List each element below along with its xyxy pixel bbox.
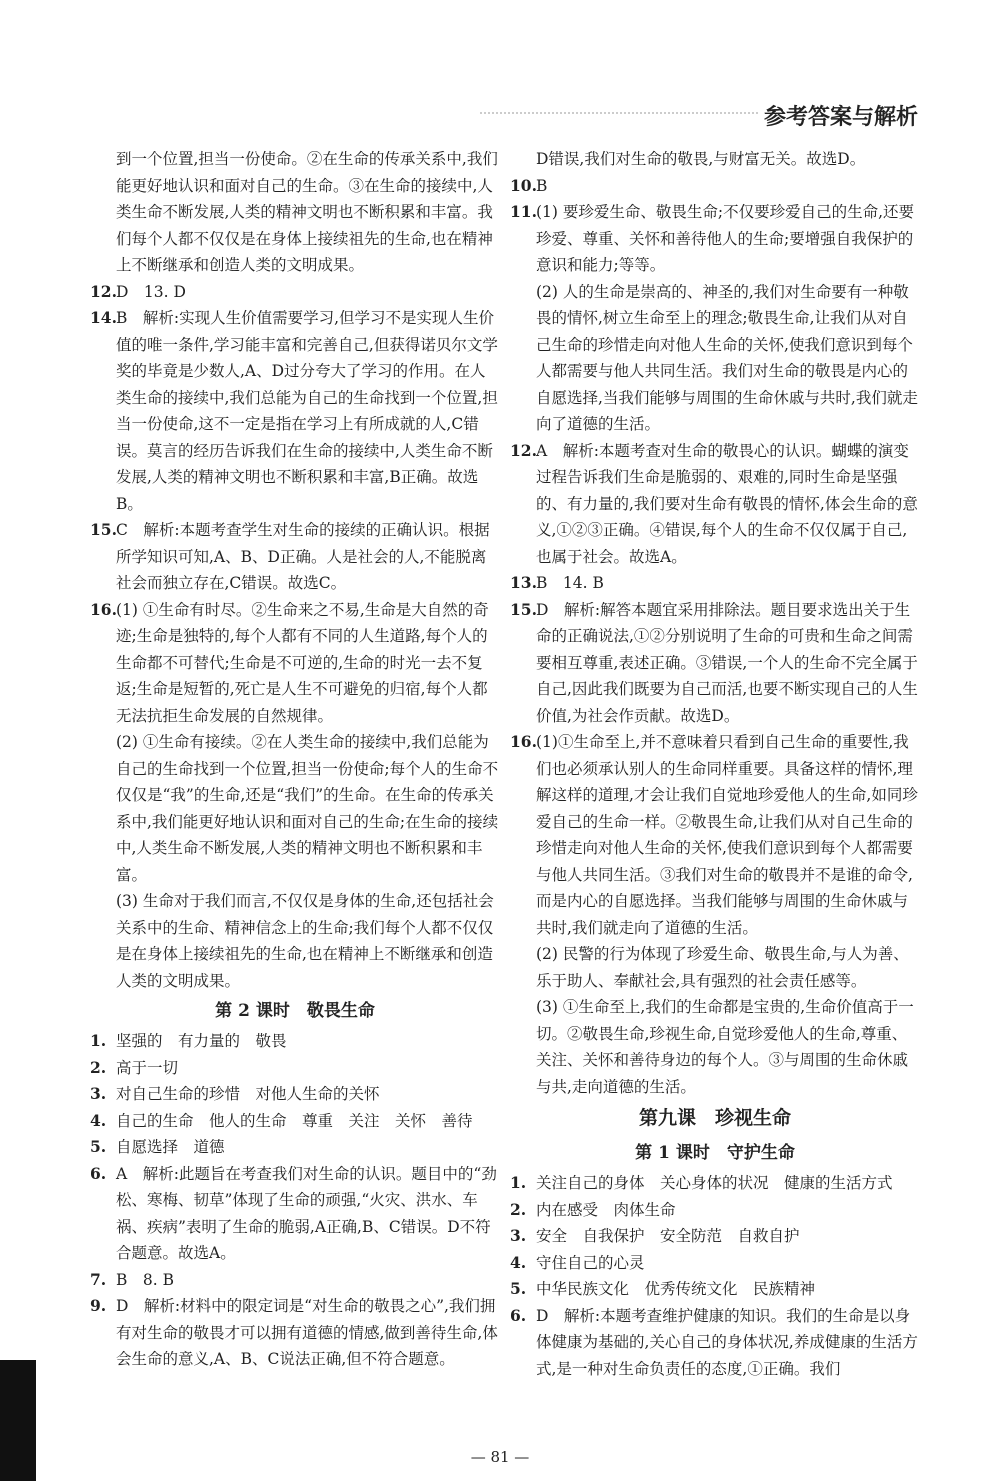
answer-item xyxy=(90,1055,500,1082)
section-heading: 第 1 课时 守护生命 xyxy=(635,1143,795,1163)
item-number: 5. xyxy=(90,1137,107,1156)
item-number: 5. xyxy=(510,1279,527,1298)
item-text: (1) 要珍爱生命、敬畏生命;不仅要珍爱自己的生命,还要珍爱、尊重、关怀和善待他人的生命;要增强自我保护的意识和能力;等等。 xyxy=(536,203,915,274)
item-text: C 解析:本题考查学生对生命的接续的正确认识。根据所学知识可知,A、B、D正确。人是社会的人,不能脱离社会而独立存在,C错误。故选C。 xyxy=(116,521,490,592)
item-text: 对自己生命的珍惜 对他人生命的关怀 xyxy=(116,1085,380,1103)
item-number: 6. xyxy=(90,1163,107,1183)
item-text: D 解析:材料中的限定词是“对生命的敬畏之心”,我们拥有对生命的敬畏才可以拥有道德的情感,做到善待生命,体会生命的意义,A、B、C说法正确,但不符合题意。 xyxy=(116,1297,498,1368)
item-text: B xyxy=(536,176,548,195)
answer-item xyxy=(510,438,920,571)
answer-paragraph: (2) 人的生命是崇高的、神圣的,我们对生命要有一种敬畏的情怀,树立生命至上的理念;敬畏生命,让我们从对自己生命的珍惜走向对他人生命的关怀,使我们意识到每个人都需要与他人共同生活。我们对生命的敬畏是内心的自愿选择,当我们能够与周围的生命休戚与共时,我们就走向了道德的生活。 xyxy=(536,282,918,433)
item-text: 坚强的 有力量的 敬畏 xyxy=(116,1032,287,1050)
item-number: 15. xyxy=(90,520,117,539)
answer-item xyxy=(510,1170,920,1197)
answer-item xyxy=(90,1161,500,1267)
edge-bar xyxy=(0,1360,36,1481)
item-text: 高于一切 xyxy=(116,1058,179,1077)
item-text: B 解析:实现人生价值需要学习,但学习不是实现人生价值的唯一条件,学习能丰富和完善自己,但获得诺贝尔文学奖的毕竟是少数人,A、D过分夸大了学习的作用。在人类生命的接续中,我们总能为自己的生命找到一个位置,担当一份使命,这不一定是指在学习上有所成就的人,C错误。莫言的经历告诉我们在生命的接续中,人类生命不断发展,人类的精神文明也不断积累和丰富,B正确。故选B。 xyxy=(116,309,498,513)
item-text: (1) ①生命有时尽。②生命来之不易,生命是大自然的奇迹;生命是独特的,每个人都有不同的人生道路,每个人的生命都不可替代;生命是不可逆的,生命的时光一去不复返;生命是短暂的,死亡是人生不可避免的归宿,每个人都无法抗拒生命发展的自然规律。 xyxy=(116,600,489,725)
answer-item xyxy=(90,1081,500,1108)
item-number: 9. xyxy=(90,1296,107,1315)
answer-item xyxy=(510,199,920,279)
item-text: D 解析:解答本题宜采用排除法。题目要求选出关于生命的正确说法,①②分别说明了生命的可贵和生命之间需要相互尊重,表述正确。③错误,一个人的生命不完全属于自己,因此我们既要为自己而活,也要不断实现自己的人生价值,为社会作贡献。故选D。 xyxy=(536,600,918,725)
item-number: 16. xyxy=(90,599,117,619)
answer-paragraph: (2) ①生命有接续。②在人类生命的接续中,我们总能为自己的生命找到一个位置,担当一份使命;每个人的生命不仅仅是“我”的生命,还是“我们”的生命。在生命的传承关系中,我们能更好地认识和面对自己的生命;在生命的接续中,人类生命不断发展,人类的精神文明也不断积累和丰富。 xyxy=(116,733,499,884)
answer-paragraph: (3) 生命对于我们而言,不仅仅是身体的生命,还包括社会关系中的生命、精神信念上的生命;我们每个人都不仅仅是在身体上接续祖先的生命,也在精神上不断继承和创造人类的文明成果。 xyxy=(116,892,494,990)
item-number: 12. xyxy=(90,281,117,301)
answer-item xyxy=(510,570,920,597)
answer-item xyxy=(510,597,920,730)
right-column xyxy=(510,146,920,1382)
answer-item xyxy=(90,517,500,597)
answer-item xyxy=(90,1267,500,1294)
item-text: A 解析:此题旨在考查我们对生命的认识。题目中的“劲松、寒梅、韧草”体现了生命的顽强,“火灾、洪水、车祸、疾病”表明了生命的脆弱,A正确,B、C错误。D不符合题意。故选A。 xyxy=(116,1164,497,1262)
answer-paragraph: D错误,我们对生命的敬畏,与财富无关。故选D。 xyxy=(536,150,866,168)
section-heading: 第九课 珍视生命 xyxy=(638,1107,791,1129)
item-number: 10. xyxy=(510,175,537,195)
answer-item xyxy=(90,305,500,517)
answer-item xyxy=(510,173,920,200)
answer-item xyxy=(510,1223,920,1250)
answer-paragraph: (2) 民警的行为体现了珍爱生命、敬畏生命,与人为善、乐于助人、奉献社会,具有强烈的社会责任感等。 xyxy=(536,945,909,990)
answer-paragraph: 到一个位置,担当一份使命。②在生命的传承关系中,我们能更好地认识和面对自己的生命。③在生命的接续中,人类生命不断发展,人类的精神文明也不断积累和丰富。我们每个人都不仅仅是在身体上接续祖先的生命,也在精神上不断继承和创造人类的文明成果。 xyxy=(116,150,498,274)
item-number: 16. xyxy=(510,732,537,751)
item-number: 6. xyxy=(510,1305,527,1325)
item-number: 2. xyxy=(510,1199,527,1219)
answer-item xyxy=(510,729,920,941)
item-text: D 13. D xyxy=(116,282,186,301)
item-number: 15. xyxy=(510,599,537,619)
item-text: B 8. B xyxy=(116,1270,174,1289)
item-text: (1)①生命至上,并不意味着只看到自己生命的重要性,我们也必须承认别人的生命同样重要。具备这样的情怀,理解这样的道理,才会让我们自觉地珍爱他人的生命,如同珍爱自己的生命一样。②敬畏生命,让我们从对自己生命的珍惜走向对他人生命的关怀,使我们意识到每个人都需要与他人共同生活。③我们对生命的敬畏并不是谁的命令,而是内心的自愿选择。当我们能够与周围的生命休戚与共时,我们就走向了道德的生活。 xyxy=(536,733,918,937)
answer-paragraph: (3) ①生命至上,我们的生命都是宝贵的,生命价值高于一切。②敬畏生命,珍视生命,自觉珍爱他人的生命,尊重、关注、关怀和善待身边的每个人。③与周围的生命休戚与共,走向道德的生活。 xyxy=(536,998,914,1096)
page-number: — 81 — xyxy=(470,1448,530,1466)
item-number: 2. xyxy=(90,1057,107,1077)
item-text: 内在感受 肉体生命 xyxy=(536,1200,676,1219)
item-number: 12. xyxy=(510,440,537,460)
answer-item xyxy=(510,1197,920,1224)
item-number: 4. xyxy=(90,1110,107,1130)
item-number: 1. xyxy=(90,1031,107,1050)
item-number: 7. xyxy=(90,1269,107,1289)
item-number: 4. xyxy=(510,1252,527,1272)
answer-item xyxy=(90,1108,500,1135)
answer-item xyxy=(90,597,500,730)
item-number: 11. xyxy=(510,202,537,221)
item-text: 守住自己的心灵 xyxy=(536,1253,645,1272)
item-text: A 解析:本题考查对生命的敬畏心的认识。蝴蝶的演变过程告诉我们生命是脆弱的、艰难的,同时生命是坚强的、有力量的,我们要对生命有敬畏的情怀,体会生命的意义,①②③正确。④错误,每个人的生命不仅仅属于自己,也属于社会。故选A。 xyxy=(536,441,918,566)
item-text: 安全 自我保护 安全防范 自救自护 xyxy=(536,1227,800,1245)
answer-item xyxy=(510,1276,920,1303)
answer-item xyxy=(510,1250,920,1277)
item-text: D 解析:本题考查维护健康的知识。我们的生命是以身体健康为基础的,关心自己的身体状况,养成健康的生活方式,是一种对生命负责任的态度,①正确。我们 xyxy=(536,1306,918,1378)
item-text: 自愿选择 道德 xyxy=(116,1138,225,1156)
answer-item xyxy=(90,1028,500,1055)
answer-item xyxy=(90,279,500,306)
item-text: 中华民族文化 优秀传统文化 民族精神 xyxy=(536,1280,816,1298)
header-dotted-rule xyxy=(480,112,758,114)
item-number: 3. xyxy=(510,1226,527,1245)
page-header-title: 参考答案与解析 xyxy=(763,105,918,130)
answer-item xyxy=(510,1303,920,1383)
item-text: 自己的生命 他人的生命 尊重 关注 关怀 善待 xyxy=(116,1111,473,1130)
item-text: 关注自己的身体 关心身体的状况 健康的生活方式 xyxy=(536,1174,893,1192)
item-text: B 14. B xyxy=(536,574,604,592)
item-number: 13. xyxy=(510,573,537,592)
answer-item xyxy=(90,1293,500,1373)
item-number: 14. xyxy=(90,308,117,327)
item-number: 3. xyxy=(90,1084,107,1103)
answer-item xyxy=(90,1134,500,1161)
item-number: 1. xyxy=(510,1173,527,1192)
section-heading: 第 2 课时 敬畏生命 xyxy=(215,1001,375,1021)
left-column xyxy=(90,146,500,1373)
